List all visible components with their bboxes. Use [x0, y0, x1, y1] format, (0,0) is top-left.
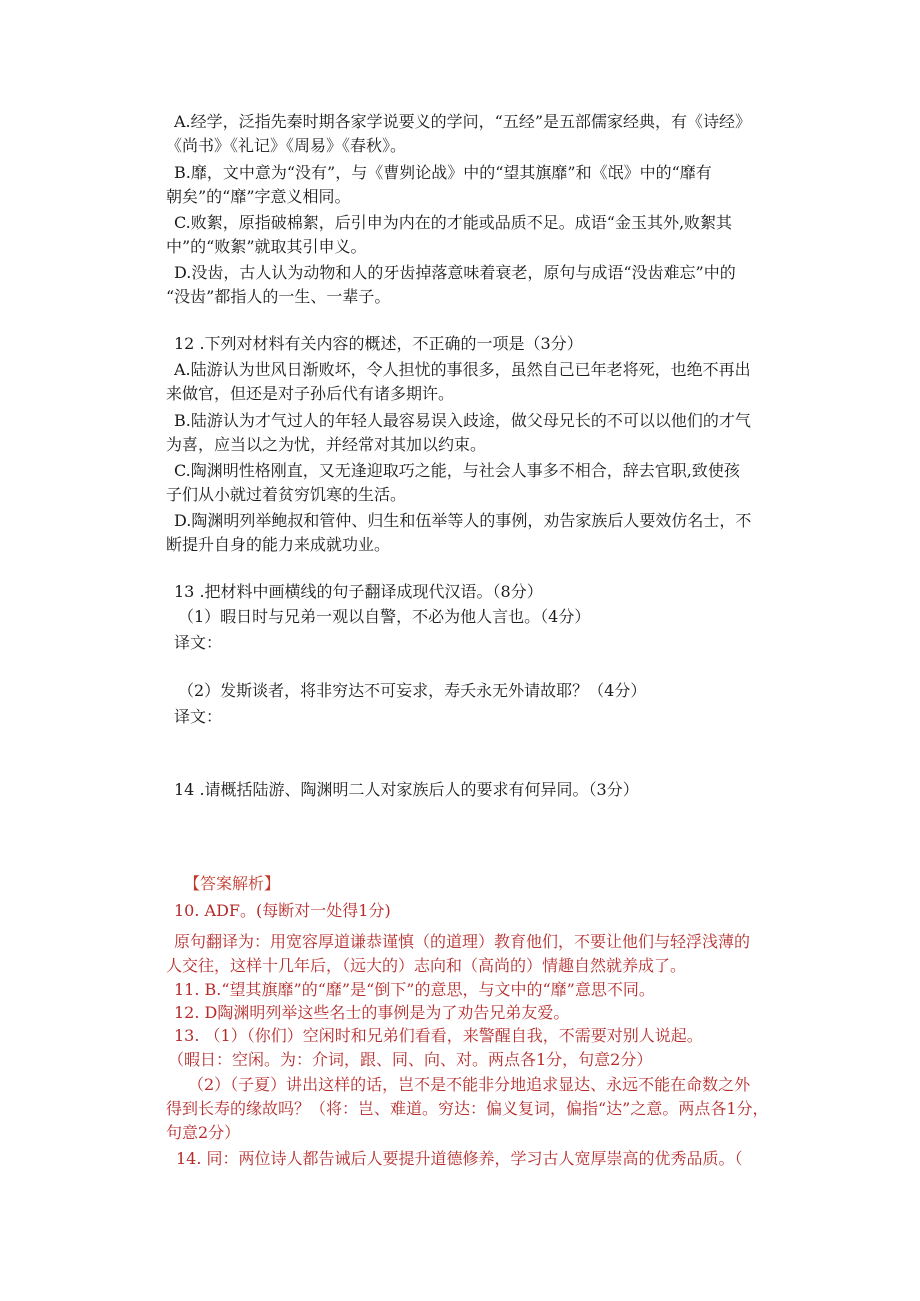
answer-13-2-line1: （2）（子夏）讲出这样的话，岂不是不能非分地追求显达、永远不能在命数之外	[188, 1075, 751, 1094]
q12-option-d-line1: D.陶渊明列举鲍叔和管仲、归生和伍举等人的事例，劝告家族后人要效仿名士，不	[174, 511, 752, 530]
answer-header: 【答案解析】	[184, 874, 281, 893]
q11-option-b-line1: B.靡，文中意为“没有”，与《曹刿论战》中的“望其旗靡”和《氓》中的“靡有	[174, 163, 712, 182]
q11-option-d-line2: “没齿”都指人的一生、一辈子。	[166, 287, 391, 306]
answer-13-1-line1: 13. （1）（你们）空闲时和兄弟们看看，来警醒自我，不需要对别人说起。	[174, 1026, 703, 1045]
q11-option-c-line1: C.败絮，原指破棉絮，后引申为内在的才能或品质不足。成语“金玉其外,败絮其	[174, 213, 733, 232]
q12-option-b-line2: 为喜，应当以之为忧，并经常对其加以约束。	[166, 435, 487, 454]
q13-sub2: （2）发斯谈者，将非穷达不可妄求，寿夭永无外请故耶？（4分）	[178, 681, 647, 700]
q12-option-c-line2: 子们从小就过着贫穷饥寒的生活。	[166, 485, 407, 504]
answer-10-explain-line2: 人交往，这样十几年后，（远大的）志向和（高尚的）情趣自然就养成了。	[166, 956, 687, 975]
answer-13-2-line3: 句意2分）	[166, 1123, 241, 1142]
q12-option-c-line1: C.陶渊明性格刚直，又无逢迎取巧之能，与社会人事多不相合，辞去官职,致使孩	[174, 461, 740, 480]
q11-option-a-line2: 《尚书》《礼记》《周易》《春秋》。	[166, 136, 407, 155]
q14-stem: 14 .请概括陆游、陶渊明二人对家族后人的要求有何异同。（3分）	[174, 780, 639, 799]
q11-option-b-line2: 朝矣”的“靡”字意义相同。	[166, 187, 351, 206]
q13-translation-label-2: 译文：	[174, 707, 223, 726]
answer-10-explain-line1: 原句翻译为：用宽容厚道谦恭谨慎（的道理）教育他们，不要让他们与轻浮浅薄的	[174, 932, 751, 951]
answer-10: 10. ADF。(每断对一处得1分)	[174, 901, 391, 920]
q12-option-d-line2: 断提升自身的能力来成就功业。	[166, 535, 391, 554]
answer-13-1-line2: （暇日：空闲。为：介词，跟、同、向、对。两点各1分，句意2分）	[168, 1050, 653, 1069]
q13-stem: 13 .把材料中画横线的句子翻译成现代汉语。（8分）	[174, 582, 543, 601]
q11-option-c-line2: 中”的“败絮”就取其引申义。	[166, 237, 367, 256]
q12-stem: 12 .下列对材料有关内容的概述，不正确的一项是（3分）	[174, 334, 583, 353]
answer-14: 14. 同：两位诗人都告诫后人要提升道德修养，学习古人宽厚崇高的优秀品质。（	[176, 1149, 743, 1168]
q11-option-d-line1: D.没齿，古人认为动物和人的牙齿掉落意味着衰老，原句与成语“没齿难忘”中的	[174, 263, 736, 282]
answer-13-2-line2: 得到长寿的缘故吗？（将：岂、难道。穷达：偏义复词，偏指“达”之意。两点各1分，	[166, 1099, 769, 1118]
q13-translation-label-1: 译文：	[174, 633, 223, 652]
answer-11: 11. B.“望其旗靡”的“靡”是“倒下”的意思，与文中的“靡”意思不同。	[174, 980, 655, 999]
q12-option-a-line2: 来做官，但还是对子孙后代有诸多期许。	[166, 384, 455, 403]
q11-option-a-line1: A.经学，泛指先秦时期各家学说要义的学问，“五经”是五部儒家经典，有《诗经》	[174, 112, 752, 131]
q12-option-a-line1: A.陆游认为世风日渐败坏，令人担忧的事很多，虽然自己已年老将死，也绝不再出	[174, 360, 751, 379]
q13-sub1: （1）暇日时与兄弟一观以自警，不必为他人言也。（4分）	[178, 607, 591, 626]
answer-12: 12. D陶渊明列举这些名士的事例是为了劝告兄弟友爱。	[174, 1003, 570, 1022]
q12-option-b-line1: B.陆游认为才气过人的年轻人最容易误入歧途，做父母兄长的不可以以他们的才气	[174, 411, 751, 430]
